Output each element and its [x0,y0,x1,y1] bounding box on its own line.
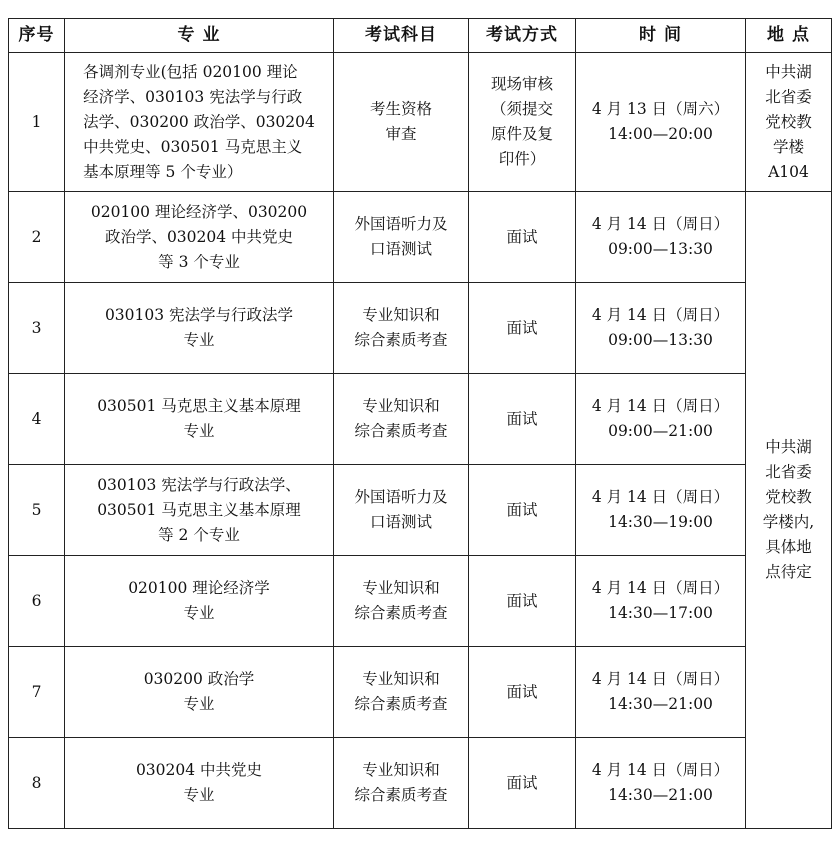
header-subject: 考试科目 [334,19,469,53]
cell-method: 面试 [469,738,576,829]
cell-major: 各调剂专业(包括 020100 理论 经济学、030103 宪法学与行政 法学、030200 政治学、030204 中共党史、030501 马克思主义 基本原理等 5 个专业） [65,53,334,192]
header-method: 考试方式 [469,19,576,53]
cell-index: 6 [9,556,65,647]
cell-time: 4 月 14 日（周日） 09:00—13:30 [576,192,746,283]
table-row [9,192,832,283]
cell-method: 面试 [469,647,576,738]
table-row [9,647,832,738]
cell-subject: 专业知识和 综合素质考查 [334,283,469,374]
table-row [9,738,832,829]
cell-index: 7 [9,647,65,738]
header-time: 时 间 [576,19,746,53]
exam-schedule-table [8,18,832,829]
header-major: 专 业 [65,19,334,53]
cell-subject: 外国语听力及 口语测试 [334,192,469,283]
table-row [9,556,832,647]
cell-major: 030200 政治学 专业 [65,647,334,738]
table-row [9,283,832,374]
cell-subject: 考生资格 审查 [334,53,469,192]
cell-index: 5 [9,465,65,556]
cell-major: 030103 宪法学与行政法学 专业 [65,283,334,374]
table-row [9,374,832,465]
cell-method: 面试 [469,374,576,465]
cell-major: 030501 马克思主义基本原理 专业 [65,374,334,465]
cell-method: 面试 [469,192,576,283]
cell-time: 4 月 14 日（周日） 09:00—21:00 [576,374,746,465]
cell-subject: 专业知识和 综合素质考查 [334,374,469,465]
header-location: 地 点 [746,19,832,53]
header-index: 序号 [9,19,65,53]
cell-major: 030103 宪法学与行政法学、 030501 马克思主义基本原理 等 2 个专业 [65,465,334,556]
cell-index: 3 [9,283,65,374]
table-row [9,465,832,556]
cell-subject: 外国语听力及 口语测试 [334,465,469,556]
cell-time: 4 月 14 日（周日） 14:30—19:00 [576,465,746,556]
cell-subject: 专业知识和 综合素质考查 [334,556,469,647]
cell-time: 4 月 14 日（周日） 14:30—21:00 [576,647,746,738]
cell-subject: 专业知识和 综合素质考查 [334,738,469,829]
cell-index: 8 [9,738,65,829]
header-row [9,19,832,53]
cell-time: 4 月 14 日（周日） 14:30—17:00 [576,556,746,647]
cell-index: 2 [9,192,65,283]
cell-time: 4 月 14 日（周日） 09:00—13:30 [576,283,746,374]
cell-major: 030204 中共党史 专业 [65,738,334,829]
cell-major: 020100 理论经济学 专业 [65,556,334,647]
cell-method: 现场审核 （须提交 原件及复 印件） [469,53,576,192]
cell-index: 4 [9,374,65,465]
cell-major: 020100 理论经济学、030200 政治学、030204 中共党史 等 3 个专业 [65,192,334,283]
cell-method: 面试 [469,283,576,374]
table-row [9,53,832,192]
cell-time: 4 月 13 日（周六） 14:00—20:00 [576,53,746,192]
cell-time: 4 月 14 日（周日） 14:30—21:00 [576,738,746,829]
cell-shared-location: 中共湖 北省委 党校教 学楼内, 具体地 点待定 [746,192,832,829]
cell-subject: 专业知识和 综合素质考查 [334,647,469,738]
cell-location: 中共湖 北省委 党校教 学楼 A104 [746,53,832,192]
cell-index: 1 [9,53,65,192]
cell-method: 面试 [469,465,576,556]
cell-method: 面试 [469,556,576,647]
